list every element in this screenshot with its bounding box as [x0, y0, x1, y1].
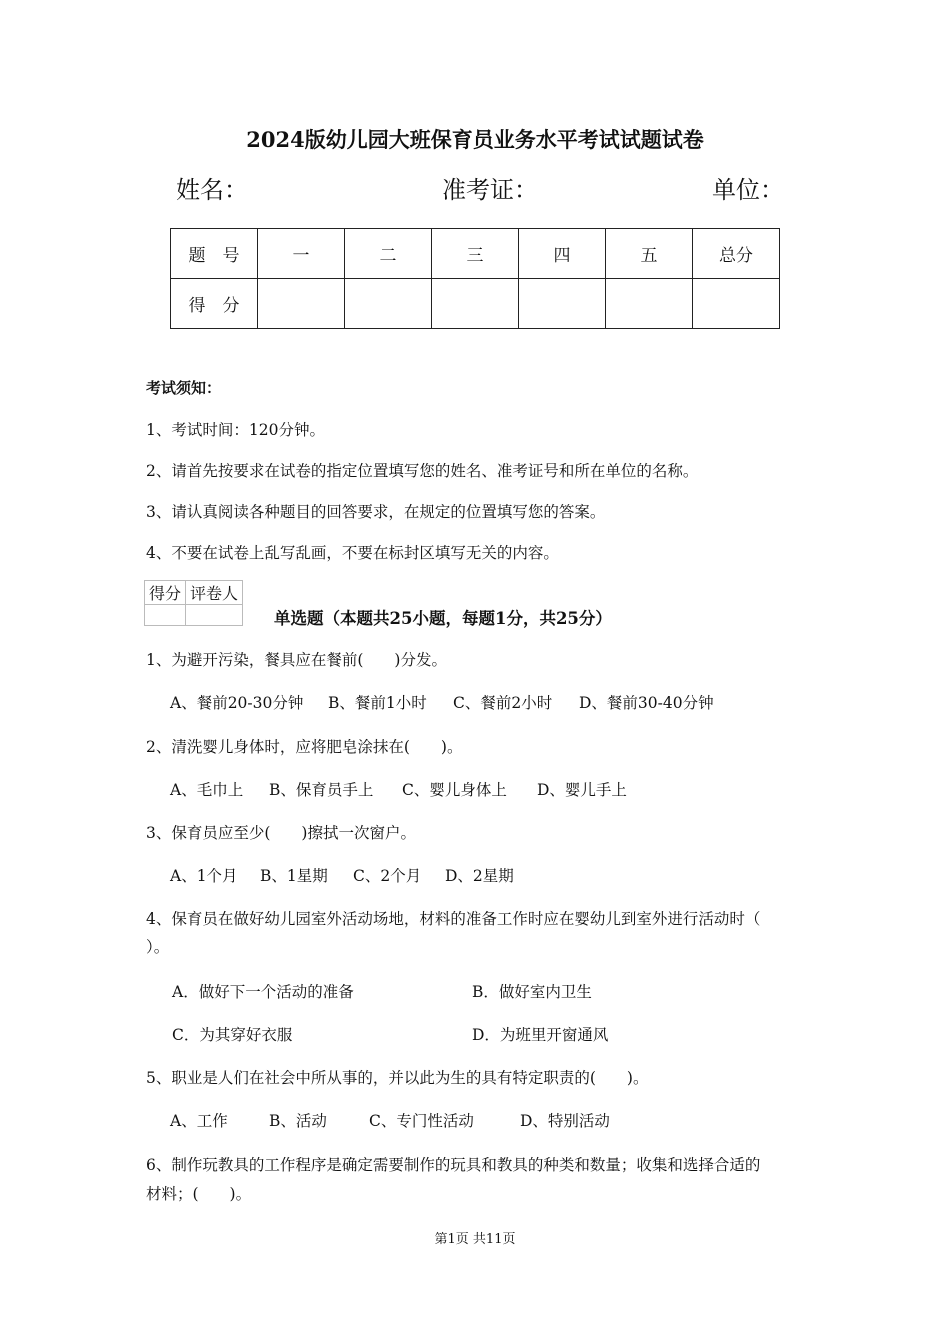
notice-item: 1、考试时间：120分钟。 [146, 421, 325, 439]
page-title: 2024版幼儿园大班保育员业务水平考试试题试卷 [246, 127, 704, 152]
grader-score-label: 得分 [145, 581, 186, 605]
notice-item: 2、请首先按要求在试卷的指定位置填写您的姓名、准考证号和所在单位的名称。 [146, 462, 699, 480]
option: C、专门性活动 [369, 1112, 474, 1130]
score-table-cell: 三 [432, 229, 519, 279]
score-input-cell[interactable] [606, 279, 693, 329]
option: D、餐前30-40分钟 [579, 694, 714, 712]
option: B、餐前1小时 [328, 694, 427, 712]
option: D、婴儿手上 [537, 781, 627, 799]
option: A、毛巾上 [170, 781, 244, 799]
grader-score-cell[interactable] [145, 605, 186, 626]
page-footer: 第1页 共11页 [434, 1232, 516, 1247]
option: D、特别活动 [520, 1112, 610, 1130]
score-table-cell: 四 [519, 229, 606, 279]
option: C、婴儿身体上 [402, 781, 507, 799]
question-6-continued: 材料；( )。 [146, 1185, 252, 1203]
option: B、1星期 [260, 867, 328, 885]
question-3: 3、保育员应至少( )擦拭一次窗户。 [146, 824, 416, 842]
exam-number-field-label: 准考证： [442, 176, 538, 204]
question-5: 5、职业是人们在社会中所从事的，并以此为生的具有特定职责的( )。 [146, 1069, 649, 1087]
option: D．为班里开窗通风 [472, 1026, 609, 1044]
option: B、活动 [269, 1112, 327, 1130]
option: A、1个月 [170, 867, 238, 885]
score-table-cell: 二 [345, 229, 432, 279]
grader-name-cell[interactable] [186, 605, 243, 626]
option: B．做好室内卫生 [472, 983, 592, 1001]
score-table [170, 228, 780, 329]
section-title: 单选题（本题共25小题，每题1分，共25分） [274, 609, 612, 628]
score-input-cell[interactable] [519, 279, 606, 329]
score-input-cell[interactable] [693, 279, 780, 329]
question-1: 1、为避开污染，餐具应在餐前( )分发。 [146, 651, 447, 669]
score-table-cell: 题 号 [171, 229, 258, 279]
name-field-label: 姓名： [176, 176, 248, 204]
option: A、餐前20-30分钟 [170, 694, 304, 712]
notice-item: 4、不要在试卷上乱写乱画，不要在标封区填写无关的内容。 [146, 544, 559, 562]
option: C．为其穿好衣服 [172, 1026, 293, 1044]
grader-name-label: 评卷人 [186, 581, 243, 605]
unit-field-label: 单位： [712, 176, 784, 204]
score-input-cell[interactable] [258, 279, 345, 329]
score-table-cell: 得 分 [171, 279, 258, 329]
question-2: 2、清洗婴儿身体时，应将肥皂涂抹在( )。 [146, 738, 463, 756]
option: C、餐前2小时 [453, 694, 553, 712]
option: C、2个月 [353, 867, 422, 885]
option: B、保育员手上 [269, 781, 374, 799]
score-table-score-row [171, 279, 780, 329]
score-input-cell[interactable] [432, 279, 519, 329]
score-table-cell: 总分 [693, 229, 780, 279]
score-table-header-row [171, 229, 780, 279]
notice-title: 考试须知： [146, 379, 222, 397]
option: A、工作 [170, 1112, 228, 1130]
option: A．做好下一个活动的准备 [172, 983, 354, 1001]
notice-item: 3、请认真阅读各种题目的回答要求，在规定的位置填写您的答案。 [146, 503, 606, 521]
grader-box [144, 580, 243, 626]
question-6: 6、制作玩教具的工作程序是确定需要制作的玩具和教具的种类和数量；收集和选择合适的 [146, 1156, 761, 1174]
score-table-cell: 一 [258, 229, 345, 279]
question-4-continued: ）。 [146, 938, 170, 956]
score-table-cell: 五 [606, 229, 693, 279]
question-4: 4、保育员在做好幼儿园室外活动场地，材料的准备工作时应在婴幼儿到室外进行活动时（ [146, 910, 761, 928]
score-input-cell[interactable] [345, 279, 432, 329]
option: D、2星期 [445, 867, 514, 885]
